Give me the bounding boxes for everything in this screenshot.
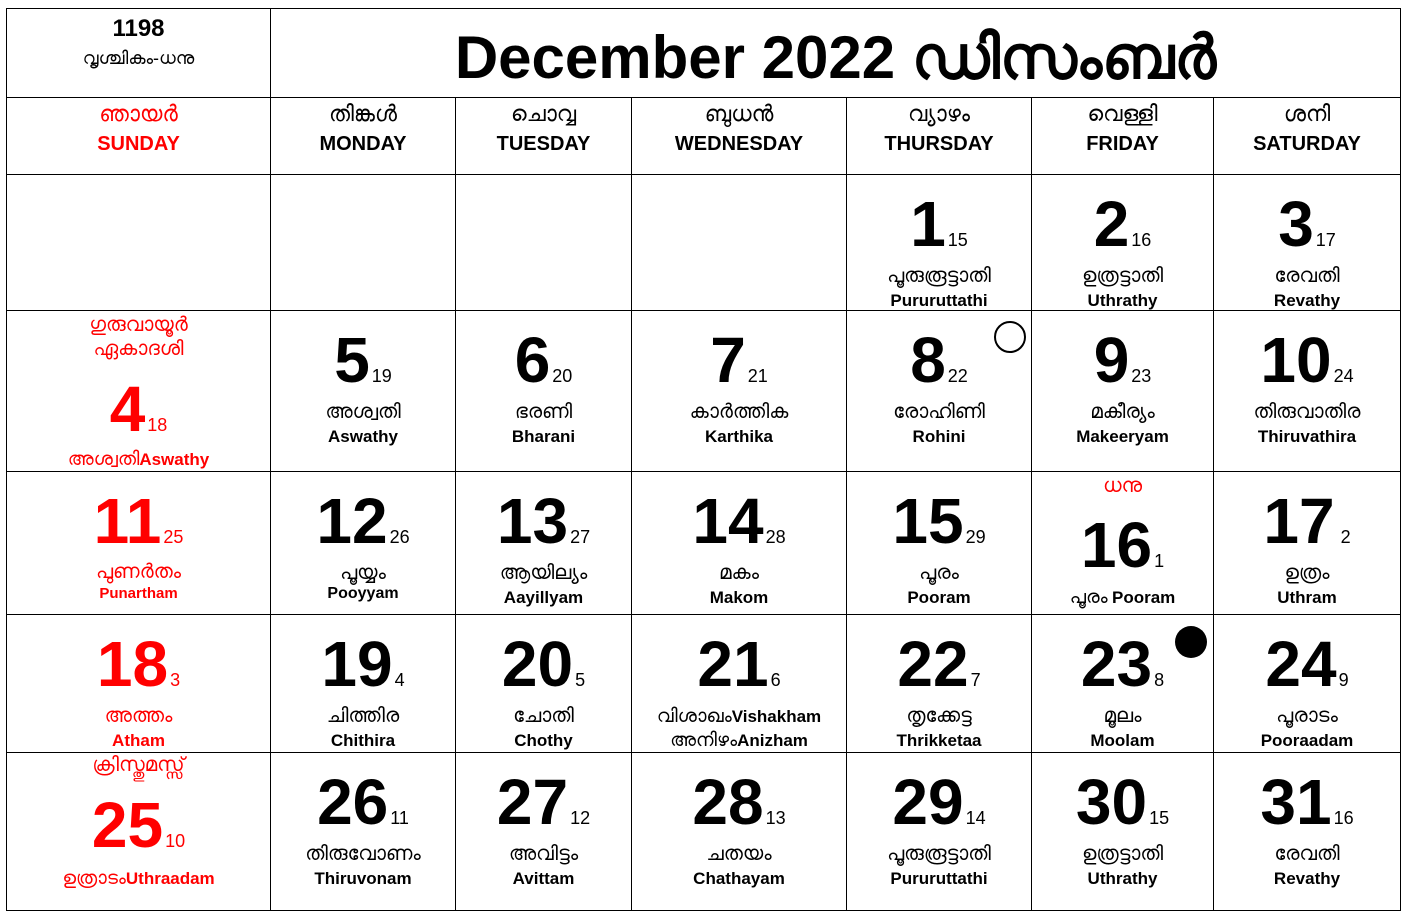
date-number bbox=[632, 629, 846, 715]
empty-day-cell bbox=[7, 175, 271, 311]
star-name-english: Chathayam bbox=[693, 869, 785, 888]
gregorian-date: 23 bbox=[1080, 628, 1153, 700]
malayalam-date: 26 bbox=[389, 527, 410, 547]
festival-label: ക്രിസ്തുമസ്സ് bbox=[92, 754, 185, 776]
weekday-malayalam: ചൊവ്വ bbox=[510, 101, 577, 126]
malayalam-date: 23 bbox=[1131, 366, 1152, 386]
star-name-english: Uthram bbox=[1277, 588, 1337, 607]
star-name-english: Makeeryam bbox=[1076, 427, 1169, 446]
malayalam-date: 3 bbox=[170, 670, 181, 690]
star-name-malayalam: വിശാഖം bbox=[656, 706, 732, 727]
star-name-malayalam: ഉത്രം bbox=[1284, 562, 1330, 584]
malayalam-date: 19 bbox=[371, 366, 392, 386]
malayalam-date: 18 bbox=[147, 415, 168, 435]
day-cell-10 bbox=[1214, 311, 1401, 472]
empty-day-cell bbox=[271, 175, 456, 311]
star-name-english: Aswathy bbox=[328, 427, 398, 446]
star-name-english: Bharani bbox=[511, 427, 576, 446]
star-name-malayalam: അശ്വതി bbox=[67, 449, 140, 470]
calendar-grid bbox=[6, 8, 1401, 911]
day-cell-31 bbox=[1214, 753, 1401, 911]
star-name-english: Pururuttathi bbox=[890, 869, 988, 888]
gregorian-date: 4 bbox=[109, 373, 146, 445]
star-name-malayalam: മൂലം bbox=[1103, 705, 1142, 727]
day-cell-15 bbox=[847, 472, 1032, 615]
day-cell-13 bbox=[456, 472, 632, 615]
day-cell-20 bbox=[456, 615, 632, 753]
star-name-malayalam: പൂരം bbox=[1069, 587, 1108, 608]
malayalam-date: 5 bbox=[575, 670, 586, 690]
star-name-english: Avittam bbox=[512, 869, 575, 888]
malayalam-date: 13 bbox=[765, 808, 786, 828]
festival-label: ഗുരുവായൂർ bbox=[89, 314, 188, 336]
day-cell-4 bbox=[7, 311, 271, 472]
star-name-english: Thiruvathira bbox=[1257, 427, 1357, 446]
weekday-english: TUESDAY bbox=[496, 133, 591, 155]
day-cell-23 bbox=[1032, 615, 1214, 753]
weekday-english: WEDNESDAY bbox=[674, 133, 804, 155]
weekday-header-wednesday bbox=[632, 98, 847, 175]
day-cell-6 bbox=[456, 311, 632, 472]
weekday-english: THURSDAY bbox=[884, 133, 994, 155]
malayalam-date: 21 bbox=[747, 366, 768, 386]
gregorian-date: 1 bbox=[910, 188, 946, 260]
malayalam-date: 14 bbox=[965, 808, 986, 828]
star-name-english: Thrikketaa bbox=[896, 731, 982, 750]
weekday-header-tuesday bbox=[456, 98, 632, 175]
malayalam-date: 15 bbox=[947, 230, 968, 250]
malayalam-date: 11 bbox=[390, 808, 409, 828]
day-cell-24 bbox=[1214, 615, 1401, 753]
star-name-english: Pooram bbox=[1111, 588, 1176, 607]
page-title: December 2022 ഡിസംബർ bbox=[454, 24, 1217, 91]
weekday-header-sunday bbox=[7, 98, 271, 175]
star-name-english: Makom bbox=[709, 588, 769, 607]
star-name-english: Atham bbox=[112, 731, 165, 750]
malayalam-date: 4 bbox=[394, 670, 405, 690]
gregorian-date: 29 bbox=[892, 766, 964, 838]
star-name-english: Pooyyam bbox=[327, 585, 399, 602]
gregorian-date: 24 bbox=[1265, 628, 1337, 700]
star-name-malayalam: ചിത്തിര bbox=[326, 705, 400, 727]
day-cell-7 bbox=[632, 311, 847, 472]
gregorian-date: 19 bbox=[321, 628, 393, 700]
weekday-header-friday bbox=[1032, 98, 1214, 175]
malayalam-date: 17 bbox=[1315, 230, 1336, 250]
star-name-english: Uthrathy bbox=[1087, 869, 1158, 888]
gregorian-date: 31 bbox=[1260, 766, 1332, 838]
star-name-malayalam: പൂരുരൂട്ടാതി bbox=[887, 843, 991, 865]
weekday-malayalam: തിങ്കൾ bbox=[329, 101, 397, 126]
weekday-english: MONDAY bbox=[319, 133, 407, 155]
malayalam-date: 2 bbox=[1340, 527, 1351, 547]
star-name-english: Revathy bbox=[1273, 291, 1341, 310]
star-name-malayalam: ആയില്യം bbox=[499, 562, 588, 584]
weekday-malayalam: വ്യാഴം bbox=[907, 101, 971, 126]
malayalam-date: 15 bbox=[1149, 808, 1170, 828]
gregorian-date: 10 bbox=[1260, 324, 1332, 396]
star-name-malayalam: ഉത്രാടം bbox=[62, 868, 126, 889]
gregorian-date: 2 bbox=[1093, 188, 1130, 260]
star-name-malayalam: തിരുവോണം bbox=[305, 843, 421, 865]
star-name-malayalam: അനിഴം bbox=[670, 730, 738, 751]
star-name-english: Uthraadam bbox=[125, 869, 215, 888]
day-cell-28 bbox=[632, 753, 847, 911]
star-name bbox=[632, 729, 846, 754]
day-cell-18 bbox=[7, 615, 271, 753]
star-name-english: Anizham bbox=[737, 731, 808, 750]
gregorian-date: 13 bbox=[496, 485, 569, 557]
star-name-malayalam: ഭരണി bbox=[514, 401, 573, 423]
star-name-english: Vishakham bbox=[731, 707, 822, 726]
gregorian-date: 12 bbox=[316, 485, 388, 557]
day-cell-26 bbox=[271, 753, 456, 911]
malayalam-date: 24 bbox=[1333, 366, 1354, 386]
malayalam-year-cell bbox=[7, 9, 271, 98]
day-cell-12 bbox=[271, 472, 456, 615]
star-name-malayalam: പൂരുരൂട്ടാതി bbox=[887, 265, 991, 287]
star-name bbox=[632, 705, 846, 730]
malayalam-months: വൃശ്ചികം-ധനു bbox=[82, 48, 195, 68]
star-name-malayalam: പുണർതം bbox=[95, 561, 182, 583]
day-cell-21 bbox=[632, 615, 847, 753]
malayalam-date: 20 bbox=[552, 366, 573, 386]
malayalam-date: 16 bbox=[1333, 808, 1354, 828]
empty-day-cell bbox=[456, 175, 632, 311]
day-cell-14 bbox=[632, 472, 847, 615]
weekday-malayalam: ശനി bbox=[1283, 101, 1331, 126]
star-name-malayalam: അശ്വതി bbox=[325, 401, 401, 423]
date-number bbox=[1032, 510, 1213, 596]
gregorian-date: 30 bbox=[1075, 766, 1148, 838]
star-name-english: Pururuttathi bbox=[890, 291, 988, 310]
day-cell-17 bbox=[1214, 472, 1401, 615]
malayalam-date: 10 bbox=[165, 831, 186, 851]
star-name-english: Chithira bbox=[330, 731, 396, 750]
gregorian-date: 25 bbox=[91, 789, 164, 861]
day-cell-5 bbox=[271, 311, 456, 472]
star-name-english: Chothy bbox=[514, 731, 573, 750]
gregorian-date: 18 bbox=[96, 628, 169, 700]
gregorian-date: 28 bbox=[692, 766, 764, 838]
star-name bbox=[7, 448, 270, 473]
gregorian-date: 20 bbox=[501, 628, 574, 700]
star-name-english: Pooraadam bbox=[1260, 731, 1354, 750]
day-cell-27 bbox=[456, 753, 632, 911]
weekday-malayalam: ഞായർ bbox=[99, 101, 178, 126]
malayalam-date: 6 bbox=[770, 670, 781, 690]
star-name bbox=[7, 867, 270, 892]
star-name-english: Revathy bbox=[1273, 869, 1341, 888]
malayalam-date: 25 bbox=[163, 527, 184, 547]
gregorian-date: 14 bbox=[692, 485, 764, 557]
malayalam-date: 28 bbox=[765, 527, 786, 547]
malayalam-date: 7 bbox=[970, 670, 981, 690]
malayalam-date: 8 bbox=[1154, 670, 1165, 690]
star-name-malayalam: അവിട്ടം bbox=[508, 843, 579, 865]
star-name-malayalam: തൃക്കേട്ട bbox=[906, 705, 972, 727]
star-name-english: Rohini bbox=[912, 427, 966, 446]
day-cell-9 bbox=[1032, 311, 1214, 472]
star-name-english: Karthika bbox=[704, 427, 774, 446]
weekday-english: SUNDAY bbox=[97, 133, 180, 155]
gregorian-date: 8 bbox=[910, 324, 946, 396]
title-cell bbox=[271, 9, 1401, 98]
star-name-malayalam: രോഹിണി bbox=[893, 401, 985, 423]
day-cell-8 bbox=[847, 311, 1032, 472]
malayalam-date: 1 bbox=[1154, 551, 1165, 571]
weekday-malayalam: ബുധൻ bbox=[704, 101, 774, 126]
star-name-malayalam: ഉത്രട്ടാതി bbox=[1081, 265, 1164, 287]
star-name-malayalam: ഉത്രട്ടാതി bbox=[1081, 843, 1164, 865]
star-name-english: Uthrathy bbox=[1087, 291, 1158, 310]
star-name-english: Thiruvonam bbox=[314, 869, 412, 888]
weekday-header-monday bbox=[271, 98, 456, 175]
malayalam-date: 12 bbox=[570, 808, 591, 828]
gregorian-date: 7 bbox=[710, 324, 746, 396]
gregorian-date: 15 bbox=[892, 485, 964, 557]
star-name-malayalam: പൂരം bbox=[919, 562, 959, 584]
day-cell-2 bbox=[1032, 175, 1214, 311]
weekday-malayalam: വെള്ളി bbox=[1087, 101, 1158, 126]
star-name-malayalam: മകം bbox=[718, 562, 760, 584]
star-name-malayalam: മകീര്യം bbox=[1090, 401, 1155, 423]
weekday-english: SATURDAY bbox=[1253, 133, 1361, 155]
gregorian-date: 26 bbox=[317, 766, 389, 838]
star-name-english: Aayillyam bbox=[503, 588, 584, 607]
star-name-malayalam: രേവതി bbox=[1274, 843, 1340, 865]
gregorian-date: 22 bbox=[897, 628, 969, 700]
day-cell-22 bbox=[847, 615, 1032, 753]
day-cell-25 bbox=[7, 753, 271, 911]
gregorian-date: 3 bbox=[1278, 188, 1314, 260]
star-name-english: Punartham bbox=[99, 585, 178, 602]
star-name-malayalam: പൂയ്യം bbox=[340, 562, 386, 584]
malayalam-date: 16 bbox=[1131, 230, 1152, 250]
star-name-malayalam: തിരുവാതിര bbox=[1253, 401, 1361, 423]
star-name-malayalam: അത്തം bbox=[104, 705, 173, 727]
day-cell-29 bbox=[847, 753, 1032, 911]
star-name-english: Aswathy bbox=[139, 450, 210, 469]
weekday-header-thursday bbox=[847, 98, 1032, 175]
empty-day-cell bbox=[632, 175, 847, 311]
gregorian-date: 27 bbox=[496, 766, 569, 838]
day-cell-11 bbox=[7, 472, 271, 615]
star-name-malayalam: ചതയം bbox=[706, 843, 772, 865]
weekday-english: FRIDAY bbox=[1086, 133, 1159, 155]
malayalam-era-year: 1198 bbox=[112, 15, 165, 42]
festival-label: ഏകാദശി bbox=[93, 338, 184, 360]
day-cell-3 bbox=[1214, 175, 1401, 311]
gregorian-date: 17 bbox=[1263, 485, 1335, 557]
gregorian-date: 5 bbox=[334, 324, 370, 396]
star-name bbox=[1032, 586, 1213, 611]
gregorian-date: 21 bbox=[697, 628, 769, 700]
star-name-malayalam: കാർത്തിക bbox=[689, 401, 789, 423]
day-cell-1 bbox=[847, 175, 1032, 311]
malayalam-date: 27 bbox=[570, 527, 591, 547]
star-name-malayalam: പൂരാടം bbox=[1276, 705, 1338, 727]
gregorian-date: 9 bbox=[1093, 324, 1130, 396]
day-cell-19 bbox=[271, 615, 456, 753]
day-cell-16 bbox=[1032, 472, 1214, 615]
weekday-header-saturday bbox=[1214, 98, 1401, 175]
malayalam-date: 29 bbox=[965, 527, 986, 547]
date-number bbox=[7, 790, 270, 876]
gregorian-date: 11 bbox=[93, 485, 162, 557]
star-name-english: Moolam bbox=[1090, 731, 1155, 750]
malayalam-date: 22 bbox=[947, 366, 968, 386]
star-name-malayalam: രേവതി bbox=[1274, 265, 1340, 287]
star-name-english: Pooram bbox=[907, 588, 971, 607]
star-name-malayalam: ചോതി bbox=[513, 705, 574, 727]
month-start-label: ധനു bbox=[1102, 475, 1143, 497]
day-cell-30 bbox=[1032, 753, 1214, 911]
gregorian-date: 16 bbox=[1080, 509, 1153, 581]
gregorian-date: 6 bbox=[514, 324, 551, 396]
malayalam-date: 9 bbox=[1338, 670, 1349, 690]
